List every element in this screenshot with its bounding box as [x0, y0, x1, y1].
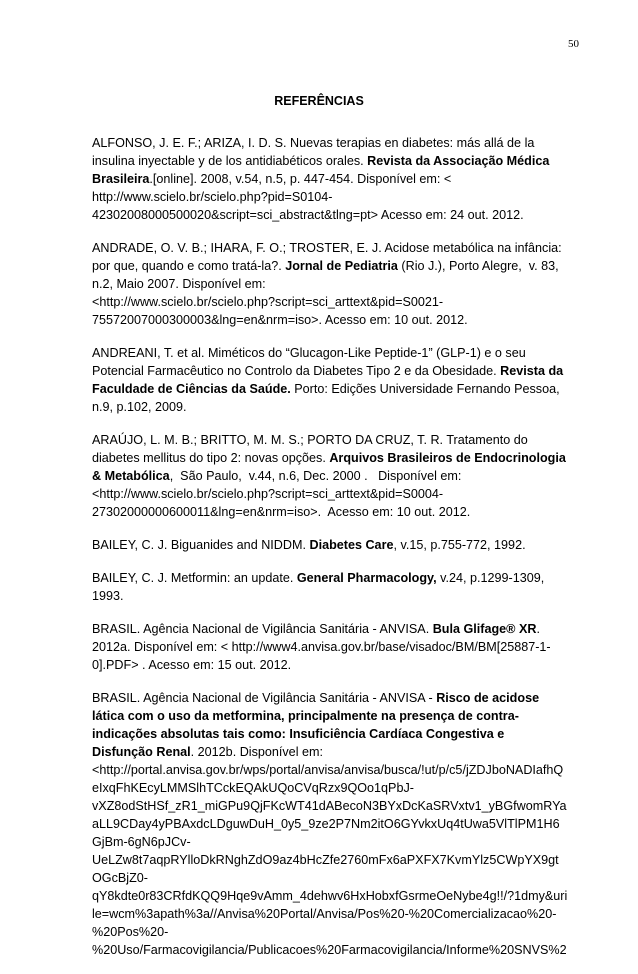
ref-line — [92, 362, 582, 380]
ref-url: http://www.scielo.br/scielo.php?pid=S0104- — [92, 190, 333, 204]
ref-source-title: General Pharmacology, — [296, 571, 437, 585]
ref-url: <http://www.scielo.br/scielo.php?script=sci_arttext&pid=S0021- — [92, 295, 444, 309]
ref-line — [92, 206, 582, 224]
ref-line — [92, 380, 582, 398]
ref-text: ARAÚJO, L. M. B.; BRITTO, M. M. S.; PORTO DA CRUZ, T. R. Tratamento do — [92, 433, 528, 447]
ref-text: ANDREANI, T. et al. Miméticos do “Glucagon-Like Peptide-1” (GLP-1) e o seu — [92, 346, 526, 360]
ref-url: %20Uso/Farmacovigilancia/Publicacoes%20Farmacovigilancia/Informe%20SNVS%2 — [92, 943, 567, 957]
ref-text: n.2, Maio 2007. Disponível em: — [92, 277, 266, 291]
reference-entry — [92, 569, 582, 605]
reference-entry — [92, 134, 582, 224]
ref-text: diabetes mellitus do tipo 2: novas opções. — [92, 451, 330, 465]
ref-source-title: Arquivos Brasileiros de Endocrinologia — [329, 451, 566, 465]
ref-source-title: Brasileira — [92, 172, 150, 186]
ref-url: OGcBjZ0- — [92, 871, 148, 885]
ref-line — [92, 587, 582, 605]
page-number: 50 — [568, 38, 579, 50]
ref-url: 75572007000300003&lng=en&nrm=iso>. Acesso em: 10 out. 2012. — [92, 313, 468, 327]
ref-text: Potencial Farmacêutico no Controlo da Diabetes Tipo 2 e da Obesidade. — [92, 364, 501, 378]
ref-line — [92, 569, 582, 587]
ref-text: . — [536, 622, 540, 636]
ref-line — [92, 134, 582, 152]
reference-entry — [92, 536, 582, 554]
ref-line — [92, 761, 582, 779]
ref-line — [92, 398, 582, 416]
ref-line — [92, 815, 582, 833]
ref-line — [92, 503, 582, 521]
ref-text: BAILEY, C. J. Metformin: an update. — [92, 571, 297, 585]
ref-text: Porto: Edições Universidade Fernando Pessoa, — [290, 382, 560, 396]
reference-entry — [92, 239, 582, 329]
reference-list — [92, 134, 582, 974]
ref-line — [92, 707, 582, 725]
ref-source-title: Diabetes Care — [309, 538, 394, 552]
ref-line — [92, 905, 582, 923]
ref-line — [92, 851, 582, 869]
ref-text: insulina inyectable y de los antidiabéticos orales. — [92, 154, 368, 168]
ref-text: BRASIL. Agência Nacional de Vigilância Sanitária - ANVISA - — [92, 691, 437, 705]
ref-line — [92, 869, 582, 887]
ref-text: por que, quando e como tratá-la?. — [92, 259, 286, 273]
ref-text: BRASIL. Agência Nacional de Vigilância Sanitária - ANVISA. — [92, 622, 433, 636]
ref-line — [92, 656, 582, 674]
reference-entry — [92, 344, 582, 416]
ref-url: eIxqFhKEcyLMMSlhTCckEQAkUQoCVqRzx9QOo1qPbJ- — [92, 781, 414, 795]
ref-text: , São Paulo, v.44, n.6, Dec. 2000 . Disponível em: — [169, 469, 462, 483]
ref-url: vXZ8odStHSf_zR1_miGPu9QjFKcWT41dABecoN3BYxDcKaSRVxtv1_yBGfwomRYa — [92, 799, 567, 813]
ref-text: v.24, p.1299-1309, — [436, 571, 545, 585]
ref-url: 27302000000600011&lng=en&nrm=iso>. Acesso em: 10 out. 2012. — [92, 505, 471, 519]
ref-line — [92, 485, 582, 503]
ref-line — [92, 923, 582, 941]
ref-url: %20Pos%20- — [92, 925, 169, 939]
ref-line — [92, 467, 582, 485]
ref-line — [92, 833, 582, 851]
ref-line — [92, 638, 582, 656]
ref-line — [92, 293, 582, 311]
ref-source-title: Revista da — [500, 364, 564, 378]
ref-url: 2012a. Disponível em: < http://www4.anvisa.gov.br/base/visadoc/BM/BM[25887-1- — [92, 640, 551, 654]
ref-source-title: Risco de acidose — [436, 691, 540, 705]
ref-url: aLL9CDay4yPBAxdcLDguwDuH_0y5_9ze2P7Nm2itO6GYvkxUq4tUwa5VlTlPM1H6 — [92, 817, 560, 831]
ref-url: <http://portal.anvisa.gov.br/wps/portal/anvisa/anvisa/busca/!ut/p/c5/jZDJboNADIafhQ — [92, 763, 564, 777]
ref-source-title: & Metabólica — [92, 469, 170, 483]
ref-line — [92, 941, 582, 959]
ref-line — [92, 725, 582, 743]
reference-entry — [92, 431, 582, 521]
ref-source-title: indicações absolutas tais como: Insuficiência Cardíaca Congestiva e — [92, 727, 505, 741]
ref-line — [92, 887, 582, 905]
ref-source-title: Revista da Associação Médica — [367, 154, 550, 168]
ref-url: 42302008000500020&script=sci_abstract&tlng=pt> Acesso em: 24 out. 2012. — [92, 208, 524, 222]
ref-line — [92, 152, 582, 170]
ref-line — [92, 797, 582, 815]
ref-line — [92, 239, 582, 257]
ref-line — [92, 620, 582, 638]
ref-source-title: Jornal de Pediatria — [285, 259, 398, 273]
ref-text: , v.15, p.755-772, 1992. — [393, 538, 526, 552]
ref-text: .[online]. 2008, v.54, n.5, p. 447-454. Disponível em: < — [149, 172, 452, 186]
reference-entry — [92, 689, 582, 959]
ref-source-title: lática com o uso da metformina, principalmente na presença de contra- — [92, 709, 519, 723]
ref-line — [92, 170, 582, 188]
ref-line — [92, 779, 582, 797]
ref-text: 1993. — [92, 589, 124, 603]
ref-line — [92, 188, 582, 206]
ref-line — [92, 743, 582, 761]
ref-text: BAILEY, C. J. Biguanides and NIDDM. — [92, 538, 310, 552]
ref-line — [92, 536, 582, 554]
ref-source-title: Bula Glifage® XR — [432, 622, 537, 636]
page-heading: REFERÊNCIAS — [274, 94, 364, 108]
ref-line — [92, 344, 582, 362]
ref-source-title: Faculdade de Ciências da Saúde. — [92, 382, 291, 396]
ref-text: (Rio J.), Porto Alegre, v. 83, — [397, 259, 559, 273]
ref-url: UeLZw8t7aqpRYlloDkRNghZdO9az4bHcZfe2760mFx6aPXFX7KvmYlz5CWpYX9gt — [92, 853, 559, 867]
ref-text: n.9, p.102, 2009. — [92, 400, 187, 414]
ref-url: le=wcm%3apath%3a//Anvisa%20Portal/Anvisa/Pos%20-%20Comercializacao%20- — [92, 907, 557, 921]
ref-line — [92, 275, 582, 293]
ref-url: 0].PDF> . Acesso em: 15 out. 2012. — [92, 658, 292, 672]
ref-line — [92, 689, 582, 707]
reference-entry — [92, 620, 582, 674]
ref-line — [92, 257, 582, 275]
ref-text: . 2012b. Disponível em: — [190, 745, 323, 759]
ref-url: <http://www.scielo.br/scielo.php?script=sci_arttext&pid=S0004- — [92, 487, 444, 501]
ref-url: GjBm-6gN6pJCv- — [92, 835, 191, 849]
ref-line — [92, 311, 582, 329]
ref-line — [92, 449, 582, 467]
ref-text: ANDRADE, O. V. B.; IHARA, F. O.; TROSTER, E. J. Acidose metabólica na infância: — [92, 241, 562, 255]
ref-text: ALFONSO, J. E. F.; ARIZA, I. D. S. Nuevas terapias en diabetes: más allá de la — [92, 136, 535, 150]
ref-url: qY8kdte0r83CRfdKQQ9Hqe9vAmm_4dehwv6HxHobxfGsrmeOeNybe4g!!/?1dmy&uri — [92, 889, 568, 903]
ref-source-title: Disfunção Renal — [92, 745, 191, 759]
ref-line — [92, 431, 582, 449]
